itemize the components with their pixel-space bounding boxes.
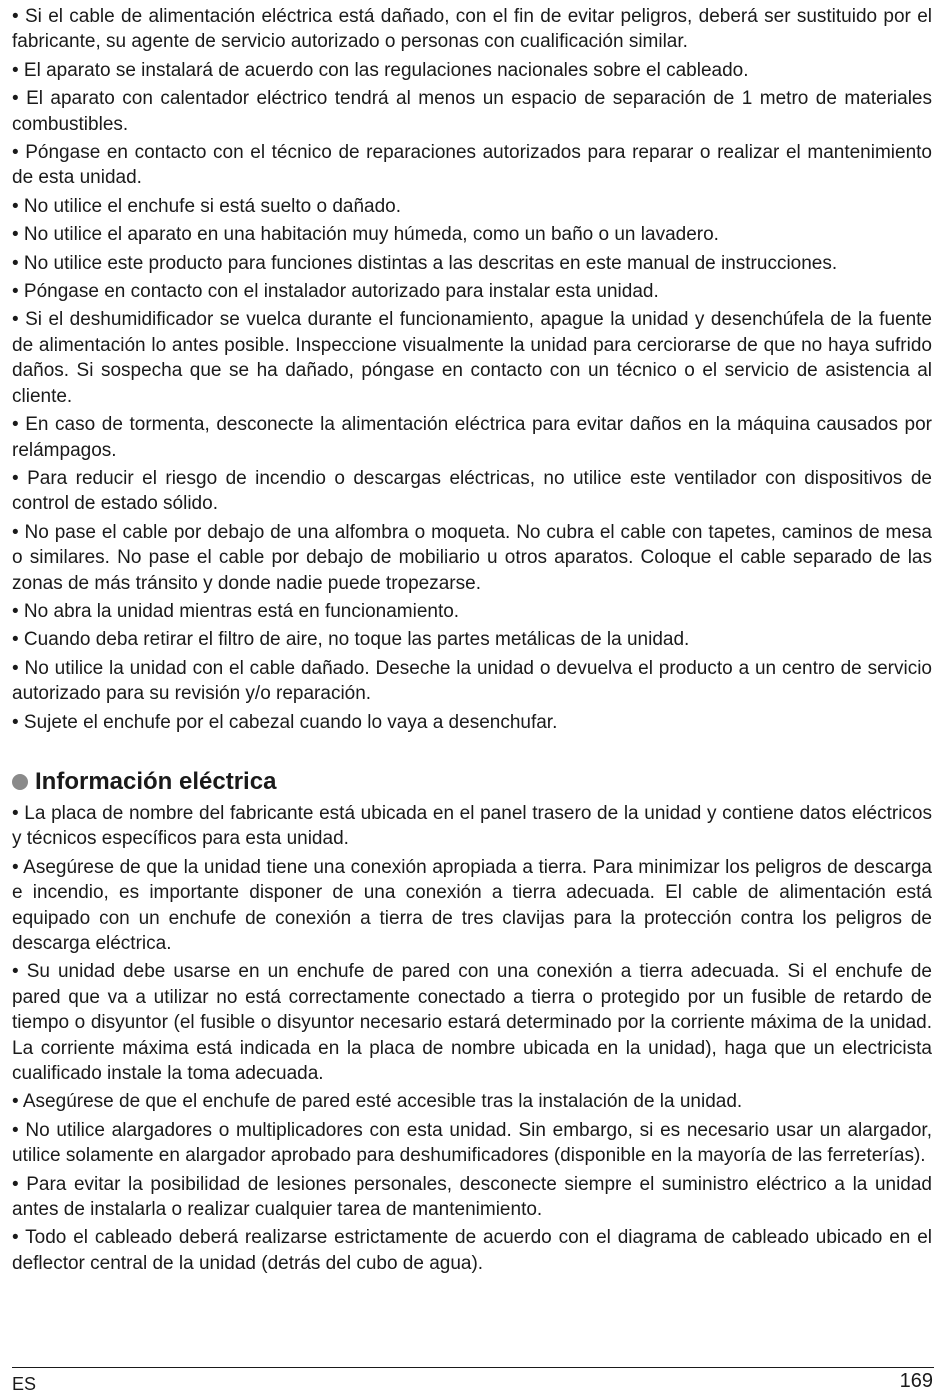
electrical-item: • La placa de nombre del fabricante está ubicada en el panel trasero de la unidad y contiene datos eléctricos y técnicos específicos para esta unidad. <box>12 802 932 850</box>
safety-item: • Si el deshumidificador se vuelca durante el funcionamiento, apague la unidad y desenchúfela de la fuente de alimentación lo antes posible. Inspeccione visualmente la unidad para cerciorarse de que no haya sufrido daños. Si sospecha que se ha dañado, póngase en contacto con un técnico o el servicio de asistencia al cliente. <box>12 309 932 407</box>
safety-item: • Cuando deba retirar el filtro de aire, no toque las partes metálicas de la unidad. <box>12 629 690 651</box>
footer-divider <box>12 1367 934 1368</box>
safety-list <box>12 4 932 735</box>
electrical-item: • Su unidad debe usarse en un enchufe de pared con una conexión a tierra adecuada. Si el enchufe de pared que va a utilizar no está correctamente conectado a tierra o protegido por un fusible de retardo de tiempo o disyuntor (el fusible o disyuntor necesario estará determinado por la corriente máxima de la unidad. La corriente máxima está indicada en la placa de nombre ubicada en la unidad), haga que un electricista cualificado instale la toma adecuada. <box>12 961 932 1085</box>
electrical-item: • Todo el cableado deberá realizarse estrictamente de acuerdo con el diagrama de cableado ubicado en el deflector central de la unidad (detrás del cubo de agua). <box>12 1227 932 1274</box>
footer-language: ES <box>12 1374 37 1394</box>
safety-item: • En caso de tormenta, desconecte la alimentación eléctrica para evitar daños en la máquina causados por relámpagos. <box>12 414 932 461</box>
safety-item: • No utilice este producto para funciones distintas a las descritas en este manual de instrucciones. <box>12 252 838 274</box>
safety-item: • Si el cable de alimentación eléctrica está dañado, con el fin de evitar peligros, deberá ser sustituido por el fabricante, su agente de servicio autorizado o personas con cualificación similar. <box>12 6 932 53</box>
page-number: 169 <box>899 1370 933 1392</box>
safety-item: • No utilice el enchufe si está suelto o dañado. <box>12 195 402 217</box>
electrical-item: • Asegúrese de que el enchufe de pared esté accesible tras la instalación de la unidad. <box>12 1091 743 1113</box>
safety-item: • Póngase en contacto con el técnico de reparaciones autorizados para reparar o realizar el mantenimiento de esta unidad. <box>12 142 932 189</box>
section-heading-electrical <box>12 767 932 797</box>
manual-page <box>12 4 932 1279</box>
section-title: Información eléctrica <box>35 767 277 795</box>
electrical-item: • No utilice alargadores o multiplicadores con esta unidad. Sin embargo, si es necesario usar un alargador, utilice solamente en alargador aprobado para deshumificadores (disponible en la mayoría de las ferreterías). <box>12 1119 932 1167</box>
safety-item: • No utilice la unidad con el cable dañado. Deseche la unidad o devuelva el producto a un centro de servicio autorizado para su revisión y/o reparación. <box>12 657 932 705</box>
safety-item: • No abra la unidad mientras está en funcionamiento. <box>12 600 460 622</box>
safety-item: • No utilice el aparato en una habitación muy húmeda, como un baño o un lavadero. <box>12 224 719 246</box>
safety-item: • El aparato se instalará de acuerdo con las regulaciones nacionales sobre el cableado. <box>12 59 749 81</box>
electrical-item: • Para evitar la posibilidad de lesiones personales, desconecte siempre el suministro eléctrico a la unidad antes de instalarla o realizar cualquier tarea de mantenimiento. <box>12 1173 932 1221</box>
electrical-item: • Asegúrese de que la unidad tiene una conexión apropiada a tierra. Para minimizar los peligros de descarga e incendio, es importante disponer de una conexión a tierra adecuada. El cable de alimentación está equipado con un enchufe de conexión a tierra de tres clavijas para la protección contra los peligros de descarga eléctrica. <box>12 856 932 954</box>
safety-item: • El aparato con calentador eléctrico tendrá al menos un espacio de separación de 1 metro de materiales combustibles. <box>12 88 932 135</box>
safety-item: • Sujete el enchufe por el cabezal cuando lo vaya a desenchufar. <box>12 711 558 733</box>
electrical-list <box>12 801 932 1276</box>
safety-item: • Póngase en contacto con el instalador autorizado para instalar esta unidad. <box>12 281 659 303</box>
safety-item: • Para reducir el riesgo de incendio o descargas eléctricas, no utilice este ventilador con dispositivos de control de estado sólido. <box>12 467 932 515</box>
bullet-dot-icon <box>12 774 28 790</box>
safety-item: • No pase el cable por debajo de una alfombra o moqueta. No cubra el cable con tapetes, caminos de mesa o similares. No pase el cable por debajo de mobiliario u otros aparatos. Coloque el cable separado de las zonas de más tránsito y donde nadie puede tropezarse. <box>12 521 932 594</box>
